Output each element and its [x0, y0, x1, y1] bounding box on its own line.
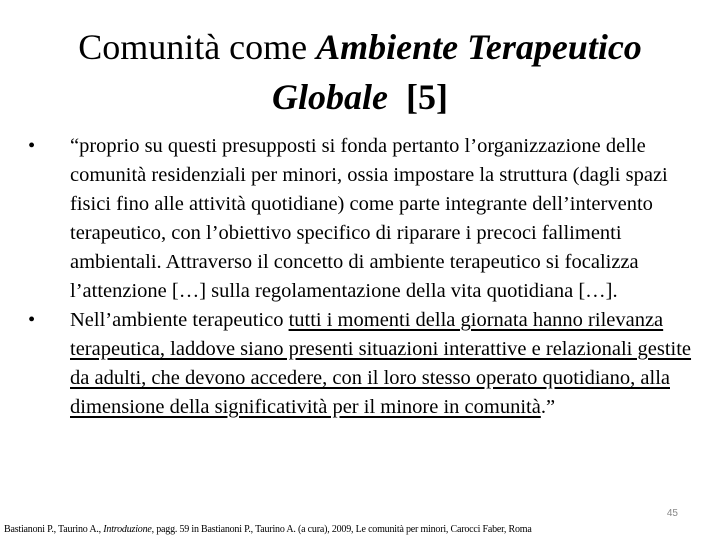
bullet-text: “proprio su questi presupposti si fonda pertanto l’organizzazione delle comunità residenziali per minori, ossia impostare la struttura (dagli spazi fisici fino alle attività quotidiane) come parte integrante dell’intervento terapeutico, con l’obiettivo specifico di riparare i precoci fallimenti ambientali. Attraverso il concetto di ambiente terapeutico si focalizza l’attenzione […] sulla regolamentazione della vita quotidiana […]. [70, 135, 668, 302]
footer-part2: , pagg. 59 in Bastianoni P., Taurino A. (a cura), 2009, Le comunità per minori, Carocci Faber, Roma [151, 524, 532, 535]
bullet-dot-icon: • [28, 135, 36, 157]
title-prefix: Comunità come [78, 27, 317, 67]
bullet-text-after: .” [540, 396, 556, 418]
page-number: 45 [666, 508, 678, 519]
footer-italic: Introduzione [103, 524, 152, 535]
bullet-list [28, 132, 700, 422]
footer-part1: Bastianoni P., Taurino A., [4, 524, 104, 535]
bullet-item-2 [28, 306, 700, 422]
title-reference: [5] [406, 77, 448, 117]
slide-title [20, 22, 700, 122]
bullet-dot-icon: • [28, 309, 36, 331]
bullet-underlined-text: tutti i momenti della giornata hanno rilevanza terapeutica, laddove siano presenti situazioni interattive e relazionali gestite da adulti, che devono accedere, con il loro stesso operato quotidiano, alla dimensione della significatività per il minore in comunità [70, 309, 692, 418]
bullet-item-1 [28, 132, 700, 306]
bullet-text-before: Nell’ambiente terapeutico [70, 309, 289, 331]
footer-citation [4, 524, 532, 536]
title-emphasis: Ambiente Terapeutico Globale [272, 27, 642, 117]
